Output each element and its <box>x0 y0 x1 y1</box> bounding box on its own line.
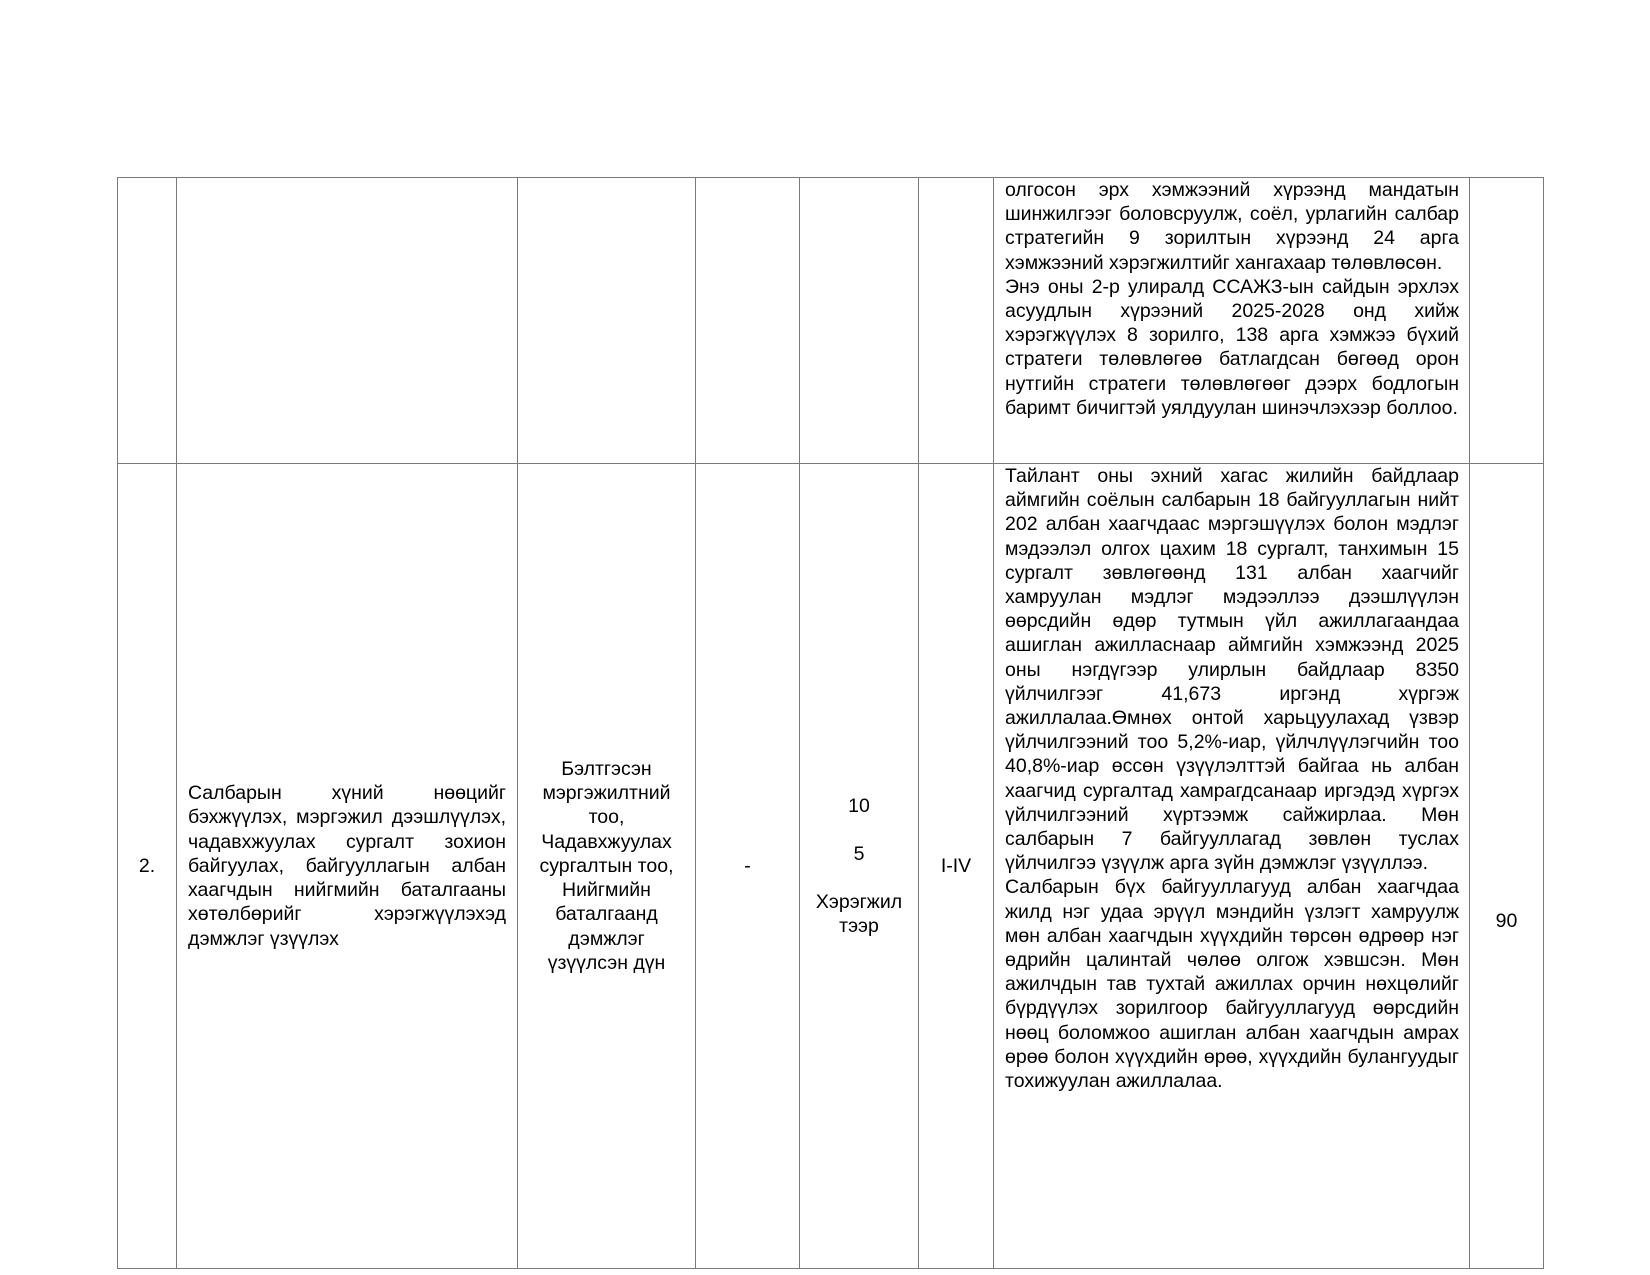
quarter-cell: I-IV <box>919 464 994 1269</box>
target-value-2: 5 <box>853 842 865 865</box>
objective-cell <box>177 178 518 464</box>
target-cell <box>800 178 919 464</box>
quarter-cell <box>919 178 994 464</box>
baseline-cell <box>696 178 800 464</box>
score-cell: 90 <box>1470 464 1544 1269</box>
target-cell <box>800 464 919 1269</box>
progress-paragraph: Тайлант оны эхний хагас жилийн байдлаар аймгийн соёлын салбарын 18 байгууллагын нийт 202 албан хаагчдаас мэргэшүүлэх болон мэдлэг мэдээлэл олгох цахим 18 сургалт, танхимын 15 сургалт зөвлөгөөнд 131 албан хаагчийг хамруулан мэдлэг мэдээллээ дээшлүүлэн өөрсдийн өдөр тутмын үйл ажиллагаандаа ашиглан ажилласнаар аймгийн хэмжээнд 2025 оны нэгдүгээр улирлын байдлаар 8350 үйлчилгээг 41,673 иргэнд хүргэж ажиллалаа.Өмнөх онтой харьцуулахад үзвэр үйлчилгээний тоо 5,2%-иар, үйлчлүүлэгчийн тоо 40,8%-иар өссөн үзүүлэлттэй байгаа нь албан хаагчид сургалтад хамрагдсанаар иргэдэд хүргэх үйлчилгээний хүртээмж сайжирлаа. Мөн салбарын 7 байгууллагад зөвлөн туслах үйлчилгээ үзүүлж арга зүйн дэмжлэг үзүүллээ. <box>1005 465 1459 875</box>
number-cell: 2. <box>118 464 177 1269</box>
progress-paragraph: олгосон эрх хэмжээний хүрээнд мандатын шинжилгээг боловсруулж, соёл, урлагийн салбар стратегийн 9 зорилтын хүрээнд 24 арга хэмжээний хэрэгжилтийг хангахаар төлөвлөсөн. <box>1005 179 1459 274</box>
progress-cell <box>994 178 1470 464</box>
progress-cell <box>994 464 1470 1269</box>
score-cell <box>1470 178 1544 464</box>
table-row-2 <box>118 464 1544 1269</box>
progress-paragraph: Салбарын бүх байгууллагууд албан хаагчдаа жилд нэг удаа эрүүл мэндийн үзлэгт хамруулж мөн албан хаагчдын хүүхдийн төрсөн өдрөөр нэг өдрийн цалинтай чөлөө олгож хэвшсэн. Мөн ажилчдын тав тухтай ажиллах орчин нөхцөлийг бүрдүүлэх зорилгоор байгууллагууд өөрсдийн нөөц боломжоо ашиглан албан хаагчдын амрах өрөө болон хүүхдийн өрөө, хүүхдийн булангуудыг тохижуулан ажиллалаа. <box>1005 876 1459 1093</box>
number-cell <box>118 178 177 464</box>
baseline-cell: - <box>696 464 800 1269</box>
table-row-continuation <box>118 178 1544 464</box>
target-value-3: Хэрэгжил тээр <box>815 891 903 938</box>
spacer <box>811 818 907 842</box>
target-value-1: 10 <box>848 794 870 817</box>
objective-cell: Салбарын хүний нөөцийг бэхжүүлэх, мэргэжил дээшлүүлэх, чадавхжуулах сургалт зохион байгуулах, байгууллагын албан хаагчдын нийгмийн баталгааны хөтөлбөрийг хэрэгжүүлэхэд дэмжлэг үзүүлэх <box>177 464 518 1269</box>
progress-paragraph: Энэ оны 2-р улиралд ССАЖЗ-ын сайдын эрхлэх асуудлын хүрээний 2025-2028 онд хийж хэрэгжүүлэх 8 зорилго, 138 арга хэмжээ бүхий стратеги төлөвлөгөө батлагдсан бөгөөд орон нутгийн стратеги төлөвлөгөөг дээрх бодлогын баримт бичигтэй уялдуулан шинэчлэхээр боллоо. <box>1005 275 1459 419</box>
indicator-cell <box>518 178 696 464</box>
action-plan-table <box>117 177 1544 1269</box>
indicator-cell: Бэлтгэсэн мэргэжилтний тоо, Чадавхжуулах сургалтын тоо, Нийгмийн баталгаанд дэмжлэг үзүүлсэн дүн <box>518 464 696 1269</box>
spacer <box>811 866 907 890</box>
